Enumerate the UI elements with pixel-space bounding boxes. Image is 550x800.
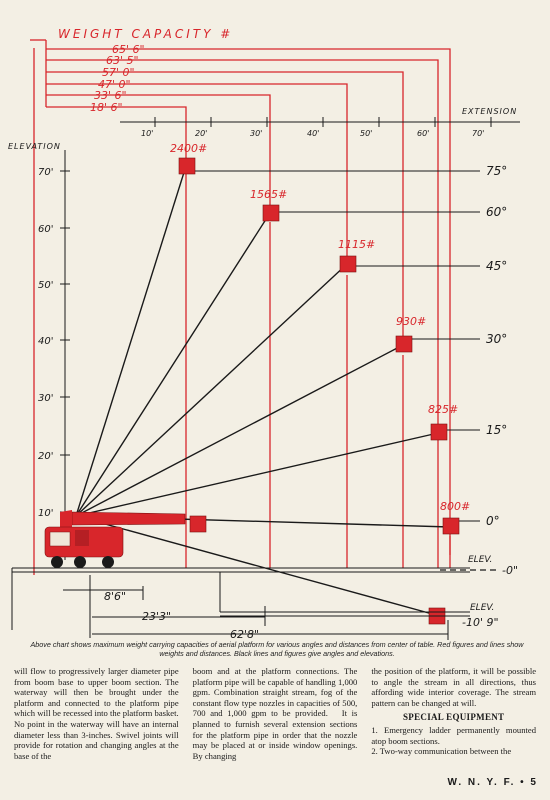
platform-square <box>443 518 459 534</box>
elevation-tick: 30' <box>38 393 54 404</box>
platform-square <box>190 516 206 532</box>
distance-label: 18' 6" <box>90 101 123 114</box>
page-footer: W. N. Y. F. • 5 <box>447 777 538 788</box>
platform-square <box>396 336 412 352</box>
angle-label: 75° <box>486 164 508 178</box>
weight-label: 1565# <box>250 188 288 201</box>
elevation-tick: 60' <box>38 224 54 235</box>
aerial-truck <box>45 510 185 568</box>
angle-label: 45° <box>486 259 508 273</box>
weight-label: 2400# <box>170 142 208 155</box>
distance-label: 47' 0" <box>98 78 131 91</box>
chart-title: WEIGHT CAPACITY # <box>58 27 234 41</box>
platform-square <box>179 158 195 174</box>
ground-elev-value: -0" <box>502 564 519 577</box>
section-heading: SPECIAL EQUIPMENT <box>402 712 505 723</box>
angle-label: 0° <box>486 514 500 528</box>
extension-tick: 30' <box>250 129 263 138</box>
distance-label: 33' 6" <box>94 89 127 102</box>
elevation-tick: 10' <box>38 508 54 519</box>
weight-label: 930# <box>396 315 427 328</box>
extension-tick: 60' <box>417 129 430 138</box>
distance-label: 65' 6" <box>112 43 145 56</box>
angle-label: 30° <box>486 332 508 346</box>
dimension-label: 62'8" <box>230 628 260 641</box>
weight-label: 825# <box>428 403 459 416</box>
weight-label: 800# <box>440 500 471 513</box>
distance-label: 63' 5" <box>106 54 139 67</box>
ground-elev-label: ELEV. <box>468 555 493 565</box>
column-text: will flow to progressively larger diameter pipe from boom base to upper boom section. The waterway will then be brought under the platform and connected to the platform pipe which will be recessed into the platform basket. No point in the waterway will have an internal diameter less than 3-inches. Swivel joints will provide for rotation and changing angles at the base of the <box>14 666 179 761</box>
platform-square <box>340 256 356 272</box>
platform-square <box>431 424 447 440</box>
elevation-tick: 50' <box>38 280 54 291</box>
extension-tick: 50' <box>360 129 373 138</box>
chart-caption: Above chart shows maximum weight carrying capacities of aerial platform for various angles and distances from center of table. Red figures and lines show weights and distances. Black lines and figures give angles and elevations. <box>30 640 524 658</box>
weight-label: 1115# <box>338 238 376 251</box>
article-column-2 <box>193 666 358 761</box>
lower-elev-label: ELEV. <box>470 603 495 613</box>
article-column-3 <box>371 666 536 761</box>
dimension-label: 8'6" <box>104 590 127 603</box>
elevation-tick: 40' <box>38 336 54 347</box>
article-column-1 <box>14 666 179 761</box>
column-text: the position of the platform, it will be possible to angle the stream in all directions, thus affording wide interior coverage. The stream pattern can be changed at will. <box>371 666 537 708</box>
extension-tick: 40' <box>307 129 320 138</box>
platform-square <box>263 205 279 221</box>
list-item: 2. Two-way communication between the <box>371 746 512 757</box>
column-text: boom and at the platform connections. The platform pipe will be capable of handling 1,000 gpm. Combination straight stream, fog of the constant flow type nozzles in capacities of 500, 700 and 1,000 gpm to be provided. It is planned to furnish several extension sections for the platform pipe in order that the nozzle may be placed at or inside window openings. By changing <box>192 666 358 761</box>
distance-label: 57' 0" <box>102 66 135 79</box>
angle-label: 60° <box>486 205 508 219</box>
extension-tick: 20' <box>195 129 208 138</box>
lower-elev-value: -10' 9" <box>462 616 499 629</box>
dimension-label: 23'3" <box>142 610 172 623</box>
article-body <box>14 666 536 761</box>
extension-label: EXTENSION <box>462 107 518 116</box>
elevation-tick: 20' <box>38 451 54 462</box>
equipment-list <box>371 725 536 757</box>
list-item: 1. Emergency ladder permanently mounted atop boom sections. <box>371 724 537 746</box>
elevation-label: ELEVATION <box>8 142 61 151</box>
elevation-tick: 70' <box>38 167 54 178</box>
extension-tick: 70' <box>472 129 485 138</box>
angle-label: 15° <box>486 423 508 437</box>
extension-tick: 10' <box>141 129 154 138</box>
